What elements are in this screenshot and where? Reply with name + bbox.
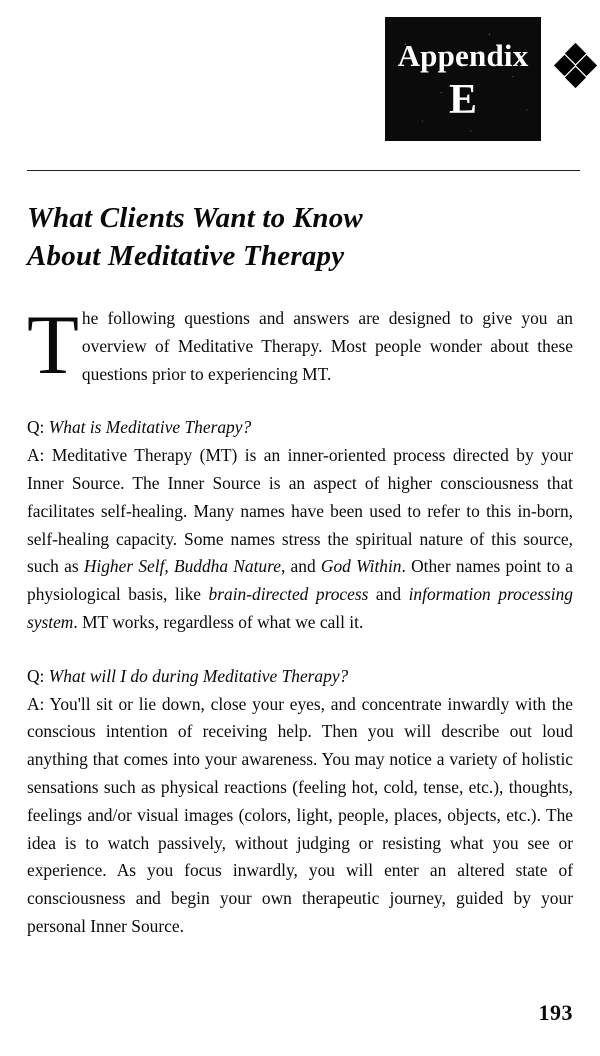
qa-list xyxy=(27,414,573,940)
qa-question-line xyxy=(27,414,573,442)
qa-answer-label: A: xyxy=(27,445,45,466)
qa-answer-run: and xyxy=(368,584,409,605)
page-title-line-2: About Meditative Therapy xyxy=(27,240,345,273)
drop-cap: T xyxy=(27,298,79,392)
qa-question-text: What is Meditative Therapy? xyxy=(48,417,252,438)
page-title-line-1: What Clients Want to Know xyxy=(27,202,363,235)
qa-answer-run: Meditative Therapy (MT) is an inner-oriented process directed by your Inner Source. The Inner Source is an aspect of higher consciousness that facilitates self-healing. Many names have been used to refer to this in-born, self-healing capacity. Some names stress the spiritual nature of this source, such as xyxy=(27,445,573,577)
qa-question-text: What will I do during Meditative Therapy? xyxy=(48,665,349,686)
four-diamond-ornament-icon xyxy=(556,45,596,93)
lead-paragraph-text: he following questions and answers are designed to give you an overview of Meditative Therapy. Most people wonder about these questions prior to experiencing MT. xyxy=(81,308,573,384)
qa-answer-label: A: xyxy=(27,693,45,714)
qa-question-line xyxy=(27,663,573,691)
lead-paragraph xyxy=(27,298,573,392)
title-divider-rule xyxy=(27,170,580,171)
qa-answer-emphasis: Higher Self, Buddha Nature xyxy=(83,556,281,577)
appendix-badge xyxy=(378,10,548,148)
qa-question-label: Q: xyxy=(27,665,45,686)
page-header xyxy=(0,0,600,160)
qa-answer-paragraph xyxy=(27,691,573,941)
qa-answer-run: . Other names point to a physiological basis, like xyxy=(27,556,574,605)
qa-answer-run: , and xyxy=(280,556,321,577)
qa-answer-run: You'll sit or lie down, close your eyes, and concentrate inwardly with the conscious intention of receiving help. Then you will describe out loud anything that comes into your awareness. You may notice a variety of holistic sensations such as physical reactions (feeling hot, cold, tense, etc.), thoughts, feelings and/or visual images (colors, light, people, places, objects, etc.). The idea is to watch passively, without judging or resisting what you see or experience. As you focus inwardly, you will enter an altered state of consciousness and begin your own therapeutic journey, guided by your personal Inner Source. xyxy=(27,693,574,936)
qa-answer-emphasis: brain-directed process xyxy=(208,584,369,605)
appendix-badge-letter: E xyxy=(448,76,477,123)
body-copy xyxy=(27,298,574,941)
appendix-badge-inner xyxy=(385,17,541,141)
page-title xyxy=(27,199,580,275)
qa-answer-run: . MT works, regardless of what we call it. xyxy=(73,611,364,632)
qa-block xyxy=(27,663,573,941)
appendix-badge-word: Appendix xyxy=(397,37,529,73)
qa-block xyxy=(27,414,573,636)
qa-question-label: Q: xyxy=(27,417,45,438)
qa-answer-emphasis: information processing system xyxy=(27,584,573,632)
qa-answer-paragraph xyxy=(27,442,573,637)
qa-answer-emphasis: God Within xyxy=(320,556,402,577)
page-number: 193 xyxy=(538,1000,573,1025)
